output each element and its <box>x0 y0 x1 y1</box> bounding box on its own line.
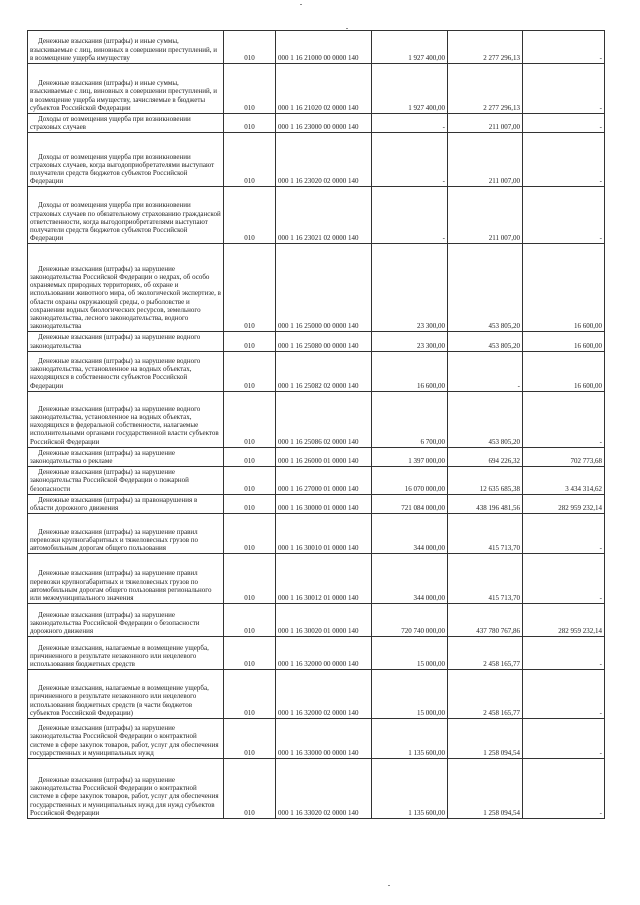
cell-unexec: 702 773,68 <box>523 447 605 466</box>
cell-name: Денежные взыскания (штрафы) за нарушение законодательства Российской Федерации о безопасности дорожного движения <box>28 604 224 637</box>
cell-plan: 1 135 600,00 <box>372 719 448 759</box>
cell-exec: 2 277 296,13 <box>448 31 523 64</box>
cell-plan: - <box>372 133 448 187</box>
cell-name: Денежные взыскания (штрафы) за нарушение законодательства о рекламе <box>28 447 224 466</box>
cell-code: 010 <box>224 332 276 351</box>
table-row <box>28 514 605 554</box>
table-row <box>28 604 605 637</box>
cell-plan: 1 927 400,00 <box>372 31 448 64</box>
cell-plan: 1 927 400,00 <box>372 64 448 114</box>
cell-unexec: - <box>523 31 605 64</box>
cell-unexec: - <box>523 759 605 819</box>
cell-code: 010 <box>224 447 276 466</box>
table-row <box>28 351 605 391</box>
cell-name: Денежные взыскания (штрафы) за нарушение законодательства Российской Федерации о контрактной системе в сфере закупок товаров, работ, услуг для обеспечения государственных и муниципальных нужд для нужд субъектов Российской Федерации <box>28 759 224 819</box>
revenue-report-table <box>27 30 605 819</box>
cell-code: 010 <box>224 187 276 244</box>
cell-exec: 211 007,00 <box>448 133 523 187</box>
cell-plan: 1 135 600,00 <box>372 759 448 819</box>
cell-name: Денежные взыскания, налагаемые в возмещение ущерба, причиненного в результате незаконного или нецелевого использования бюджетных средств <box>28 637 224 670</box>
cell-unexec: - <box>523 133 605 187</box>
cell-code: 010 <box>224 391 276 447</box>
cell-name: Денежные взыскания (штрафы) за нарушение законодательства Российской Федерации о недрах, об особо охраняемых природных территориях, об охране и использовании животного мира, об экологической экспертизе, в области охраны окружающей среды, о рыболовстве и сохранении водных биологических ресурсов, земельного законодательства, лесного законодательства, водного законодательства <box>28 244 224 332</box>
table-row <box>28 64 605 114</box>
cell-unexec: - <box>523 64 605 114</box>
cell-name: Доходы от возмещения ущерба при возникновении страховых случаев по обязательному страхованию гражданской ответственности, когда выгодоприобретателями выступают получатели средств бюджетов субъектов Российской Федерации <box>28 187 224 244</box>
cell-unexec: - <box>523 187 605 244</box>
cell-exec: 437 780 767,86 <box>448 604 523 637</box>
cell-exec: 1 258 094,54 <box>448 759 523 819</box>
cell-code: 010 <box>224 244 276 332</box>
cell-kbk: 000 1 16 23000 00 0000 140 <box>276 114 372 133</box>
cell-code: 010 <box>224 133 276 187</box>
table-row <box>28 554 605 604</box>
table-row <box>28 133 605 187</box>
cell-exec: 211 007,00 <box>448 114 523 133</box>
cell-name: Денежные взыскания (штрафы) за нарушение водного законодательства, установленное на водных объектах, находящихся в собственности субъектов Российской Федерации <box>28 351 224 391</box>
cell-code: 010 <box>224 759 276 819</box>
cell-unexec: 16 600,00 <box>523 351 605 391</box>
cell-kbk: 000 1 16 30012 01 0000 140 <box>276 554 372 604</box>
cell-exec: 453 805,20 <box>448 391 523 447</box>
table-row <box>28 114 605 133</box>
table-body <box>28 31 605 819</box>
cell-plan: 6 700,00 <box>372 391 448 447</box>
cell-plan: 720 740 000,00 <box>372 604 448 637</box>
table-row <box>28 332 605 351</box>
cell-exec: 453 805,20 <box>448 244 523 332</box>
scan-speck <box>388 885 390 886</box>
cell-plan: 15 000,00 <box>372 670 448 719</box>
cell-exec: - <box>448 351 523 391</box>
cell-exec: 211 007,00 <box>448 187 523 244</box>
cell-kbk: 000 1 16 21000 00 0000 140 <box>276 31 372 64</box>
table-row <box>28 494 605 513</box>
cell-code: 010 <box>224 31 276 64</box>
cell-unexec: - <box>523 670 605 719</box>
cell-plan: 721 084 000,00 <box>372 494 448 513</box>
cell-name: Денежные взыскания (штрафы) за нарушение законодательства Российской Федерации о контрактной системе в сфере закупок товаров, работ, услуг для обеспечения государственных и муниципальных нужд <box>28 719 224 759</box>
cell-unexec: 3 434 314,62 <box>523 467 605 495</box>
cell-kbk: 000 1 16 32000 00 0000 140 <box>276 637 372 670</box>
cell-kbk: 000 1 16 25000 00 0000 140 <box>276 244 372 332</box>
cell-code: 010 <box>224 514 276 554</box>
cell-plan: 16 600,00 <box>372 351 448 391</box>
cell-unexec: - <box>523 114 605 133</box>
table-row <box>28 391 605 447</box>
cell-plan: 16 070 000,00 <box>372 467 448 495</box>
cell-plan: 23 300,00 <box>372 244 448 332</box>
cell-plan: 1 397 000,00 <box>372 447 448 466</box>
cell-code: 010 <box>224 64 276 114</box>
cell-code: 010 <box>224 467 276 495</box>
cell-code: 010 <box>224 670 276 719</box>
cell-code: 010 <box>224 719 276 759</box>
cell-name: Доходы от возмещения ущерба при возникновении страховых случаев <box>28 114 224 133</box>
table-row <box>28 759 605 819</box>
table-row <box>28 244 605 332</box>
cell-kbk: 000 1 16 23020 02 0000 140 <box>276 133 372 187</box>
cell-exec: 12 635 685,38 <box>448 467 523 495</box>
cell-code: 010 <box>224 554 276 604</box>
table-row <box>28 31 605 64</box>
scan-speck <box>300 4 302 5</box>
cell-unexec: - <box>523 719 605 759</box>
cell-name: Денежные взыскания, налагаемые в возмещение ущерба, причиненного в результате незаконного или нецелевого использования бюджетных средств (в части бюджетов субъектов Российской Федерации) <box>28 670 224 719</box>
table-row <box>28 447 605 466</box>
cell-kbk: 000 1 16 32000 02 0000 140 <box>276 670 372 719</box>
cell-plan: 23 300,00 <box>372 332 448 351</box>
cell-kbk: 000 1 16 26000 01 0000 140 <box>276 447 372 466</box>
cell-unexec: - <box>523 391 605 447</box>
cell-exec: 453 805,20 <box>448 332 523 351</box>
cell-exec: 2 458 165,77 <box>448 670 523 719</box>
cell-name: Доходы от возмещения ущерба при возникновении страховых случаев, когда выгодоприобретателями выступают получатели средств бюджетов субъектов Российской Федерации <box>28 133 224 187</box>
cell-unexec: 282 959 232,14 <box>523 494 605 513</box>
cell-kbk: 000 1 16 23021 02 0000 140 <box>276 187 372 244</box>
cell-unexec: - <box>523 637 605 670</box>
cell-kbk: 000 1 16 25086 02 0000 140 <box>276 391 372 447</box>
cell-kbk: 000 1 16 30000 01 0000 140 <box>276 494 372 513</box>
cell-name: Денежные взыскания (штрафы) за нарушение законодательства Российской Федерации о пожарной безопасности <box>28 467 224 495</box>
cell-plan: 344 000,00 <box>372 514 448 554</box>
cell-kbk: 000 1 16 33000 00 0000 140 <box>276 719 372 759</box>
cell-plan: 344 000,00 <box>372 554 448 604</box>
table-row <box>28 719 605 759</box>
cell-plan: - <box>372 187 448 244</box>
cell-code: 010 <box>224 637 276 670</box>
table-row <box>28 637 605 670</box>
cell-name: Денежные взыскания (штрафы) и иные суммы, взыскиваемые с лиц, виновных в совершении преступлений, и в возмещение ущерба имуществу <box>28 31 224 64</box>
table-row <box>28 187 605 244</box>
cell-exec: 415 713,70 <box>448 514 523 554</box>
cell-unexec: - <box>523 554 605 604</box>
cell-exec: 2 458 165,77 <box>448 637 523 670</box>
cell-unexec: - <box>523 514 605 554</box>
cell-plan: 15 000,00 <box>372 637 448 670</box>
cell-kbk: 000 1 16 30010 01 0000 140 <box>276 514 372 554</box>
cell-plan: - <box>372 114 448 133</box>
cell-kbk: 000 1 16 21020 02 0000 140 <box>276 64 372 114</box>
cell-code: 010 <box>224 114 276 133</box>
cell-code: 010 <box>224 351 276 391</box>
table-row <box>28 467 605 495</box>
cell-name: Денежные взыскания (штрафы) за правонарушения в области дорожного движения <box>28 494 224 513</box>
cell-name: Денежные взыскания (штрафы) за нарушение водного законодательства, установленное на водных объектах, находящихся в федеральной собственности, налагаемые исполнительными органами государственной власти субъектов Российской Федерации <box>28 391 224 447</box>
cell-exec: 438 196 481,56 <box>448 494 523 513</box>
cell-unexec: 282 959 232,14 <box>523 604 605 637</box>
cell-kbk: 000 1 16 25082 02 0000 140 <box>276 351 372 391</box>
cell-exec: 2 277 296,13 <box>448 64 523 114</box>
cell-exec: 1 258 094,54 <box>448 719 523 759</box>
cell-kbk: 000 1 16 33020 02 0000 140 <box>276 759 372 819</box>
cell-name: Денежные взыскания (штрафы) и иные суммы, взыскиваемые с лиц, виновных в совершении преступлений, и в возмещение ущерба имуществу, зачисляемые в бюджеты субъектов Российской Федерации <box>28 64 224 114</box>
cell-unexec: 16 600,00 <box>523 244 605 332</box>
cell-exec: 694 226,32 <box>448 447 523 466</box>
cell-unexec: 16 600,00 <box>523 332 605 351</box>
scan-speck <box>346 28 348 29</box>
cell-code: 010 <box>224 604 276 637</box>
table-row <box>28 670 605 719</box>
cell-name: Денежные взыскания (штрафы) за нарушение правил перевозки крупногабаритных и тяжеловесных грузов по автомобильным дорогам общего пользования регионального или межмуниципального значения <box>28 554 224 604</box>
cell-kbk: 000 1 16 25080 00 0000 140 <box>276 332 372 351</box>
cell-exec: 415 713,70 <box>448 554 523 604</box>
cell-kbk: 000 1 16 27000 01 0000 140 <box>276 467 372 495</box>
cell-name: Денежные взыскания (штрафы) за нарушение водного законодательства <box>28 332 224 351</box>
cell-name: Денежные взыскания (штрафы) за нарушение правил перевозки крупногабаритных и тяжеловесных грузов по автомобильным дорогам общего пользования <box>28 514 224 554</box>
cell-code: 010 <box>224 494 276 513</box>
cell-kbk: 000 1 16 30020 01 0000 140 <box>276 604 372 637</box>
